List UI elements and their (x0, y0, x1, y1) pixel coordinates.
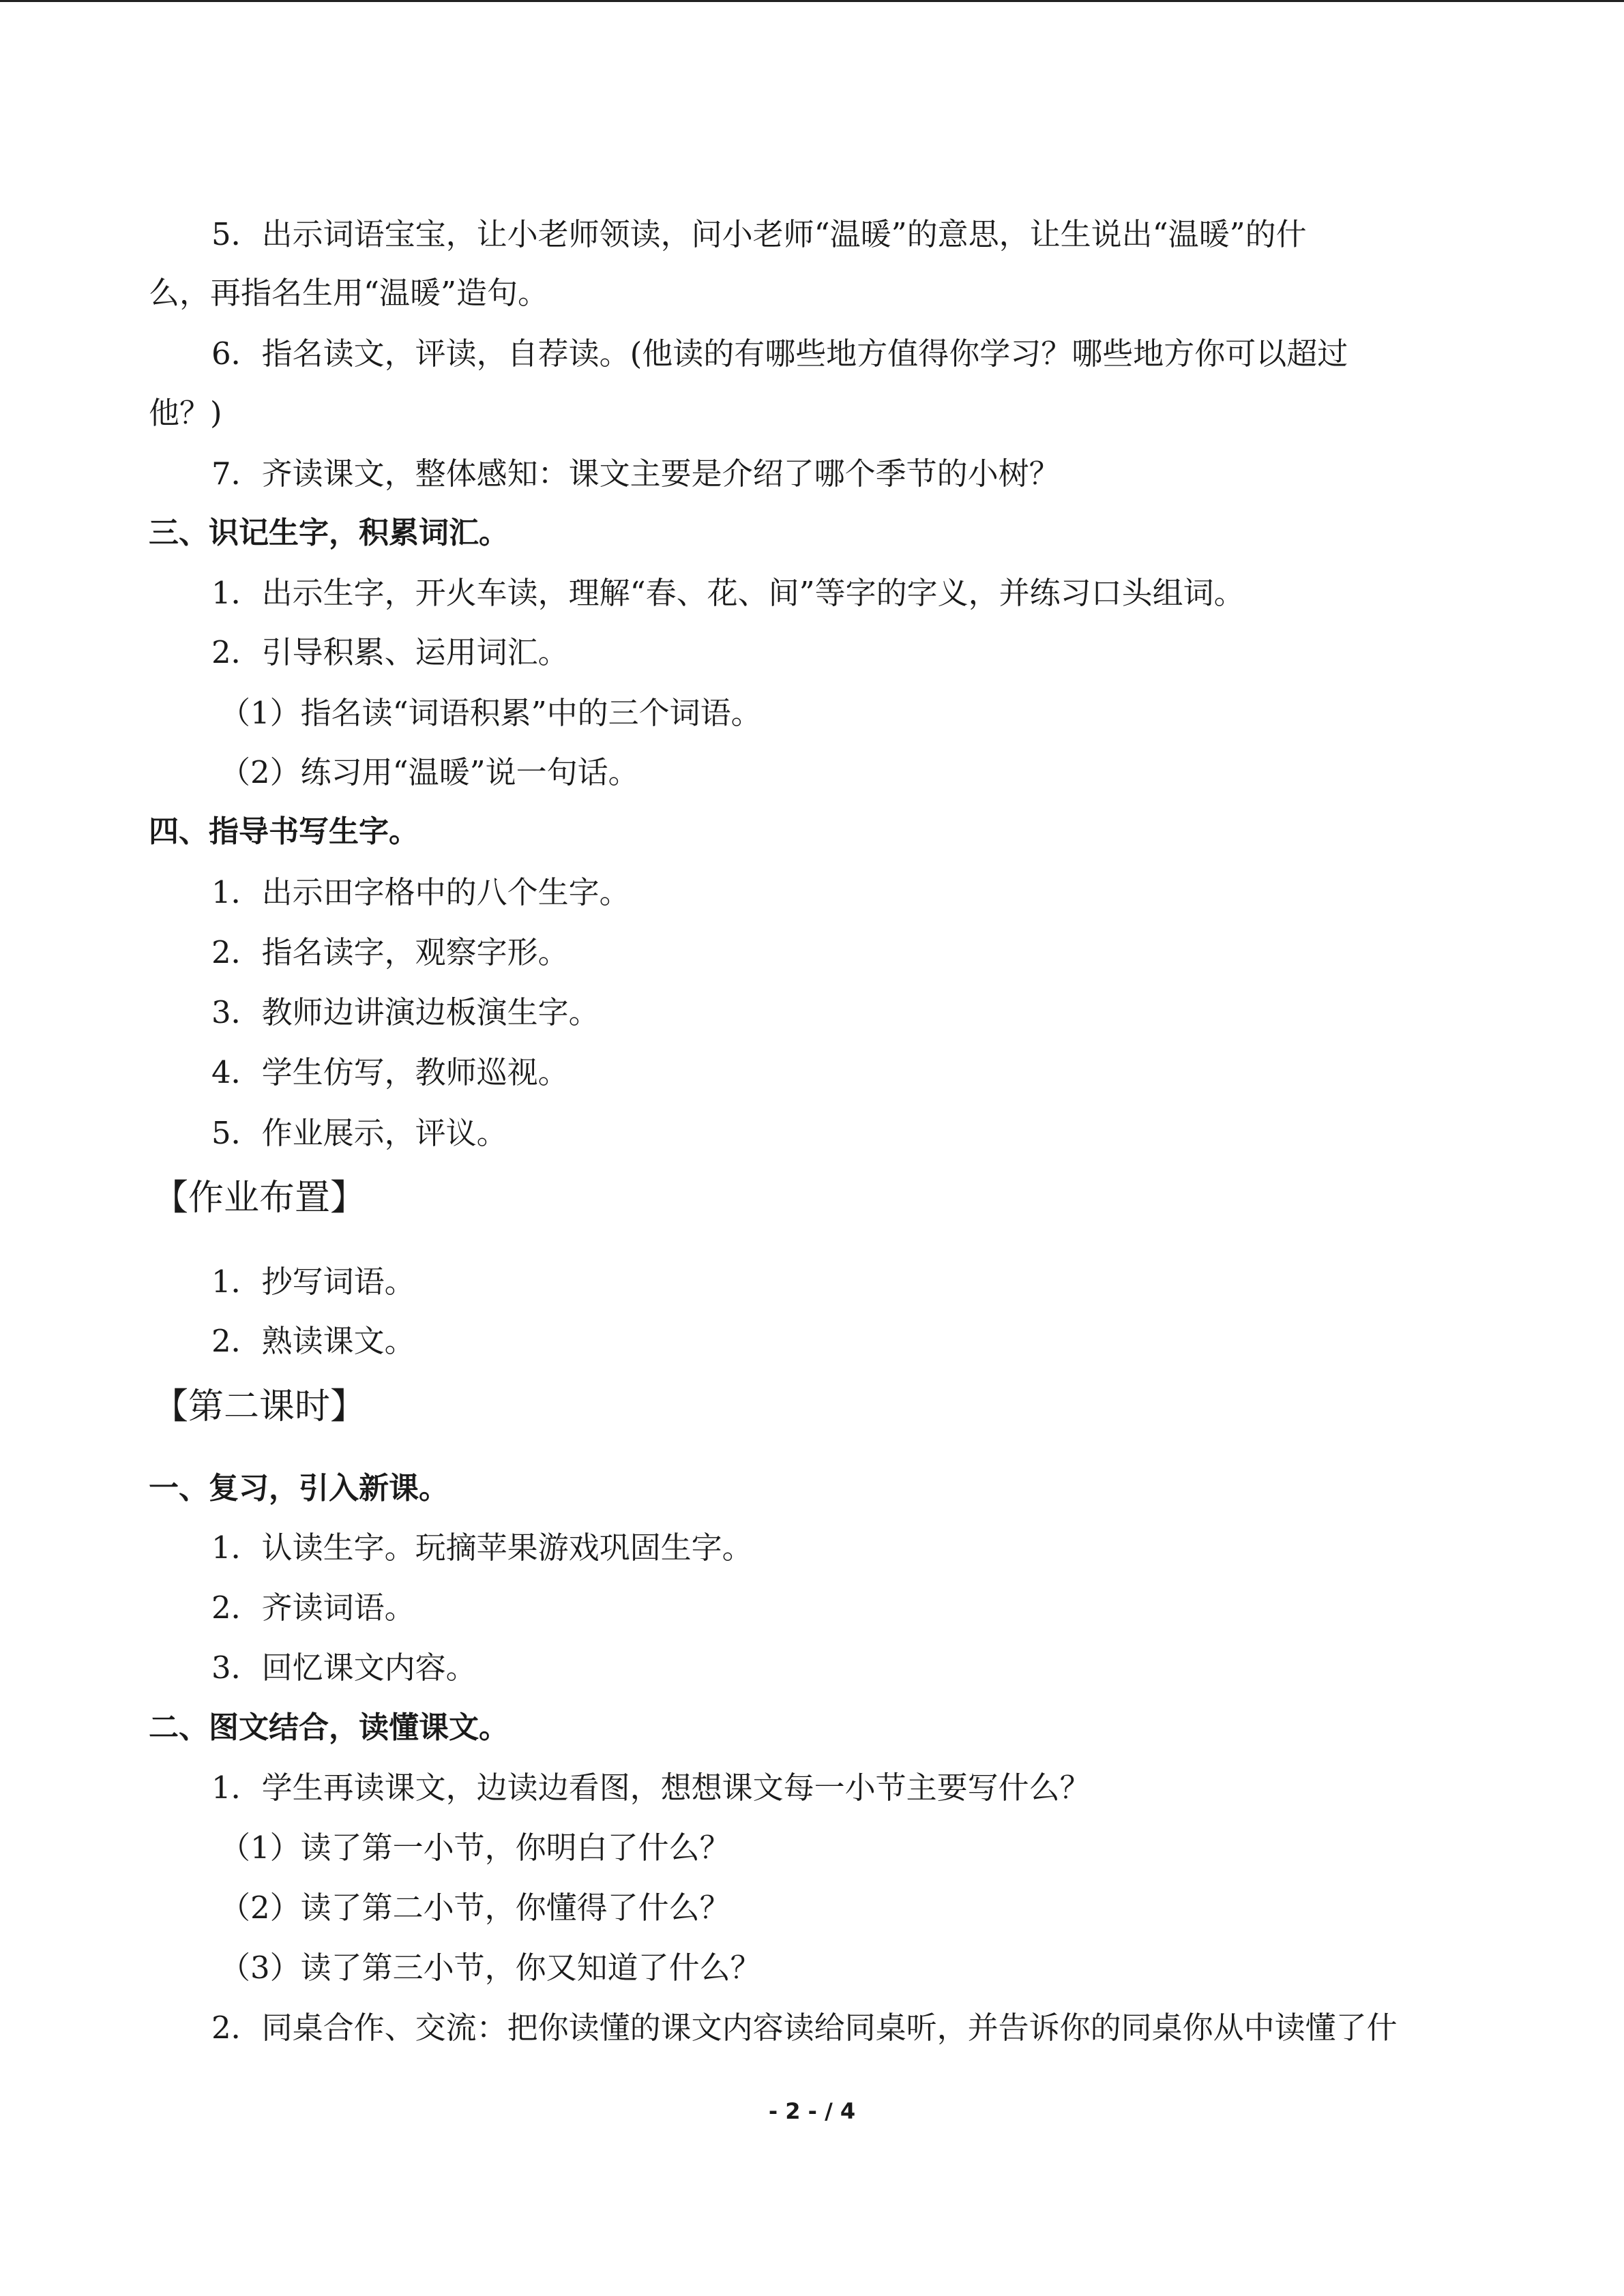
list-item: 4．学生仿写，教师巡视。 (211, 1054, 569, 1090)
list-item: 2．同桌合作、交流：把你读懂的课文内容读给同桌听，并告诉你的同桌你从中读懂了什 (211, 2010, 1398, 2046)
paragraph-line: 5．出示词语宝宝，让小老师领读，问小老师“温暖”的意思，让生说出“温暖”的什 (211, 216, 1307, 252)
sub-list-item: （2）练习用“温暖”说一句话。 (220, 754, 639, 790)
section-title: 【作业布置】 (153, 1178, 366, 1219)
section-title: 【第二课时】 (153, 1386, 366, 1427)
list-item: 5．作业展示，评议。 (211, 1115, 507, 1151)
list-item: 2．指名读字，观察字形。 (211, 934, 569, 970)
paragraph-line: 他？) (149, 395, 222, 431)
list-item: 2．熟读课文。 (211, 1323, 415, 1359)
section-heading: 一、复习，引入新课。 (149, 1471, 449, 1506)
list-item: 1．抄写词语。 (211, 1264, 415, 1300)
list-item: 3．回忆课文内容。 (211, 1650, 477, 1686)
list-item: 3．教师边讲演边板演生字。 (211, 994, 600, 1030)
paragraph-line: 7．齐读课文，整体感知：课文主要是介绍了哪个季节的小树？ (211, 456, 1060, 492)
top-border-rule (0, 0, 1624, 2)
section-heading: 三、识记生字，积累词汇。 (149, 516, 509, 550)
list-item: 2．齐读词语。 (211, 1590, 415, 1626)
paragraph-line: 6．指名读文，评读，自荐读。(他读的有哪些地方值得你学习？哪些地方你可以超过 (211, 336, 1348, 372)
section-heading: 四、指导书写生字。 (149, 814, 419, 849)
list-item: 1．学生再读课文，边读边看图，想想课文每一小节主要写什么？ (211, 1770, 1091, 1806)
sub-list-item: （2）读了第二小节，你懂得了什么？ (220, 1890, 730, 1926)
list-item: 1．认读生字。玩摘苹果游戏巩固生字。 (211, 1530, 753, 1566)
sub-list-item: （1）指名读“词语积累”中的三个词语。 (220, 695, 762, 731)
page-number: - 2 - / 4 (768, 2098, 856, 2124)
list-item: 1．出示生字，开火车读，理解“春、花、间”等字的字义，并练习口头组词。 (211, 575, 1245, 611)
paragraph-line: 么，再指名生用“温暖”造句。 (149, 275, 549, 311)
section-heading: 二、图文结合，读懂课文。 (149, 1710, 509, 1745)
sub-list-item: （3）读了第三小节，你又知道了什么？ (220, 1950, 761, 1986)
list-item: 1．出示田字格中的八个生字。 (211, 874, 630, 910)
sub-list-item: （1）读了第一小节，你明白了什么？ (220, 1830, 730, 1866)
list-item: 2．引导积累、运用词汇。 (211, 634, 569, 670)
